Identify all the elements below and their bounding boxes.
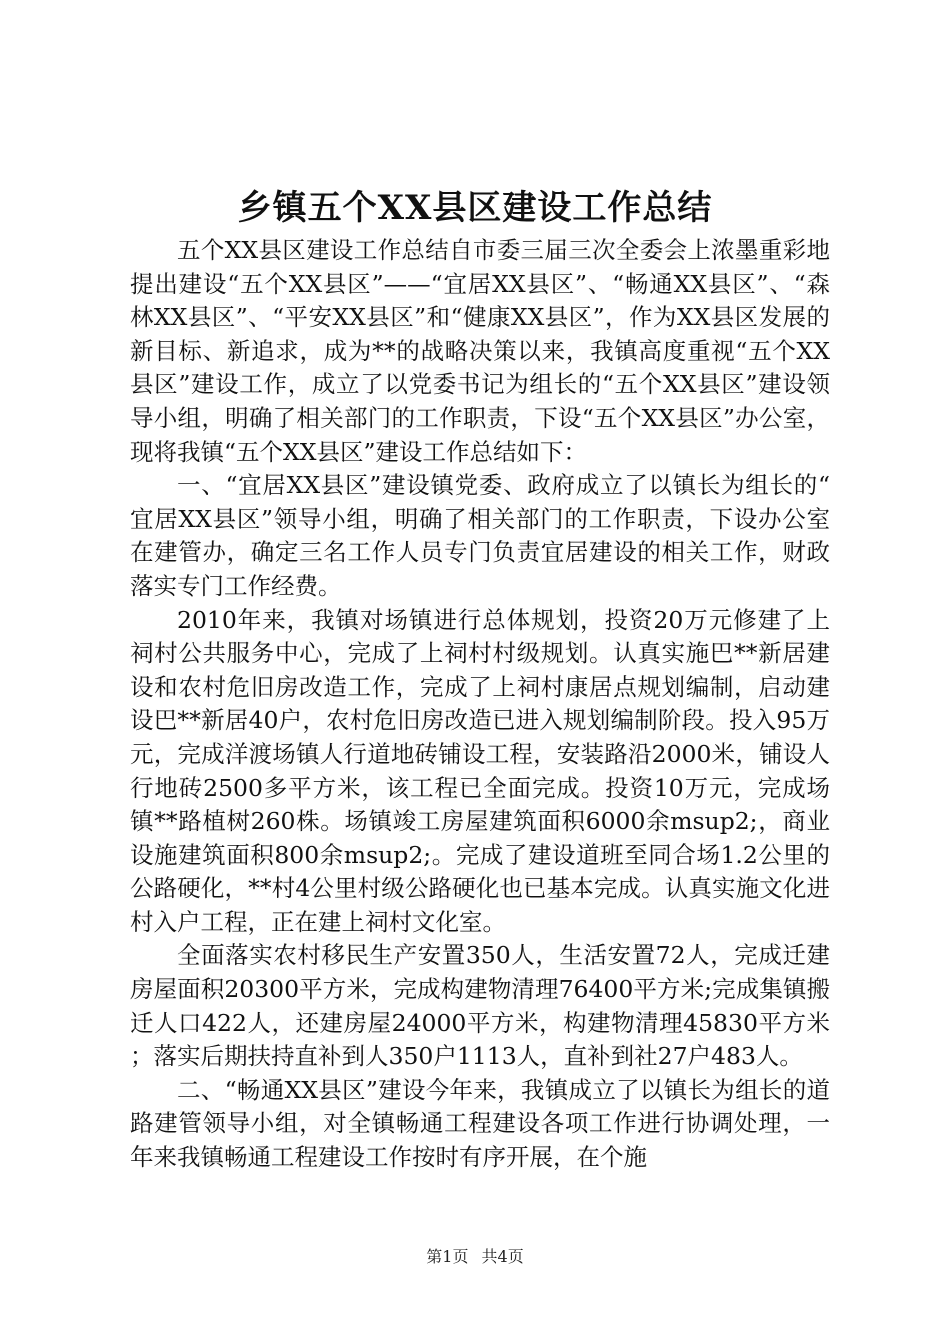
paragraph-resettlement: 全面落实农村移民生产安置350人，生活安置72人，完成迁建房屋面积20300平方米，完成构建物清理76400平方米;完成集镇搬迁人口422人，还建房屋24000平方米，构建物清理45830平方米；落实后期扶持直补到人350户1113人，直补到社27户483人。 (130, 941, 830, 1071)
paragraph-2010-progress: 2010年来，我镇对场镇进行总体规划，投资20万元修建了上祠村公共服务中心，完成了上祠村村级规划。认真实施巴**新居建设和农村危旧房改造工作，完成了上祠村康居点规划编制，启动建设巴**新居40户，农村危旧房改造已进入规划编制阶段。投入95万元，完成洋渡场镇人行道地砖铺设工程，安装路沿2000米，铺设人行地砖2500多平方米，该工程已全面完成。投资10万元，完成场镇**路植树260株。场镇竣工房屋建筑面积6000余msup2;，商业设施建筑面积800余msup2;。完成了建设道班至同合场1.2公里的公路硬化，**村4公里村级公路硬化也已基本完成。认真实施文化进村入户工程，正在建上祠村文化室。 (130, 605, 830, 936)
paragraph-intro: 五个XX县区建设工作总结自市委三届三次全委会上浓墨重彩地提出建设“五个XX县区”——“宜居XX县区”、“畅通XX县区”、“森林XX县区”、“平安XX县区”和“健康XX县区”，作为XX县区发展的新目标、新追求，成为**的战略决策以来，我镇高度重视“五个XX县区”建设工作，成立了以党委书记为组长的“五个XX县区”建设领导小组，明确了相关部门的工作职责，下设“五个XX县区”办公室，现将我镇“五个XX县区”建设工作总结如下： (130, 236, 830, 466)
page-footer (0, 1246, 950, 1268)
page-total: 共4页 (481, 1247, 524, 1266)
document-title: 乡镇五个XX县区建设工作总结 (237, 188, 713, 228)
document-body (130, 234, 830, 1175)
paragraph-section-1: 一、“宜居XX县区”建设镇党委、政府成立了以镇长为组长的“宜居XX县区”领导小组，明确了相关部门的工作职责，下设办公室在建管办，确定三名工作人员专门负责宜居建设的相关工作，财政落实专门工作经费。 (130, 471, 830, 600)
paragraph-section-2: 二、“畅通XX县区”建设今年来，我镇成立了以镇长为组长的道路建管领导小组，对全镇畅通工程建设各项工作进行协调处理，一年来我镇畅通工程建设工作按时有序开展，在个施 (130, 1075, 830, 1172)
page-number: 第1页 (426, 1247, 469, 1266)
